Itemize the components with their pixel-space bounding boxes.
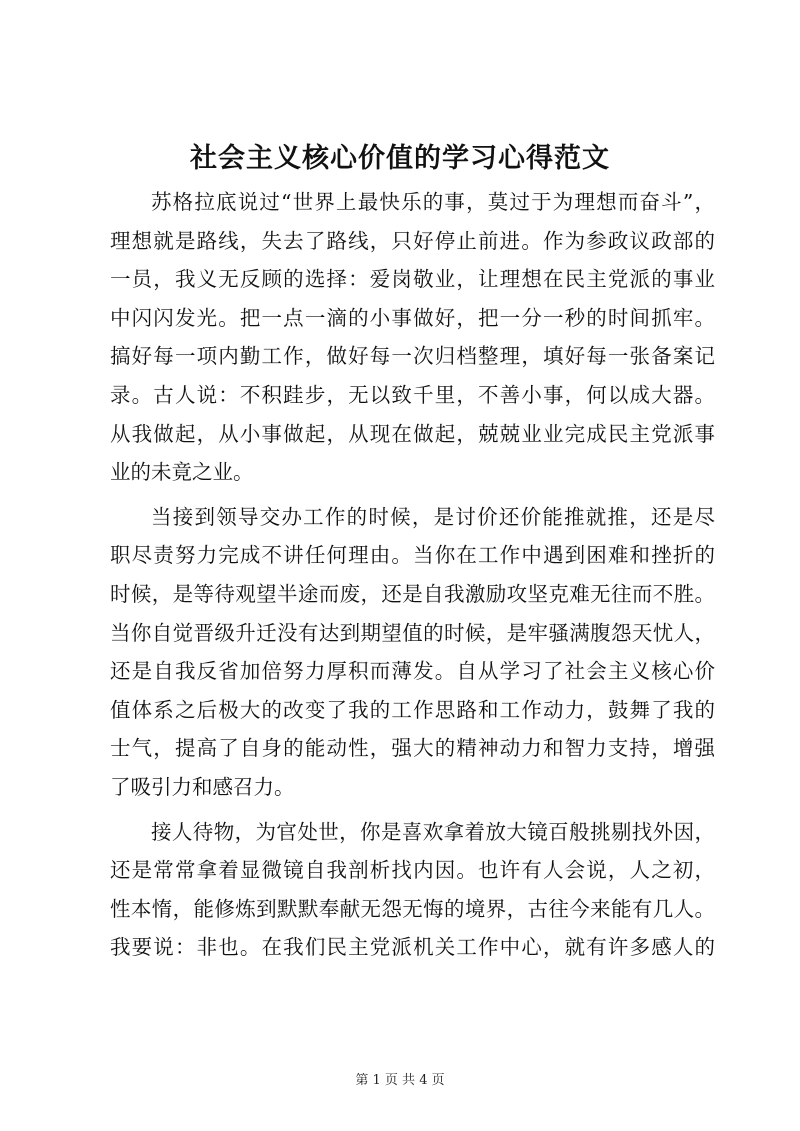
paragraph-line: 从我做起，从小事做起，从现在做起，兢兢业业完成民主党派事 (110, 421, 715, 446)
paragraph-line: 一员，我义无反顾的选择：爱岗敬业，让理想在民主党派的事业 (110, 267, 715, 292)
paragraph-line: 时候，是等待观望半途而废，还是自我激励攻坚克难无往而不胜。 (110, 581, 715, 606)
paragraph-line: 我要说：非也。在我们民主党派机关工作中心，就有许多感人的 (110, 935, 715, 960)
paragraph-line: 当接到领导交办工作的时候，是讨价还价能推就推，还是尽 (151, 504, 715, 529)
paragraph-line: 值体系之后极大的改变了我的工作思路和工作动力，鼓舞了我的 (110, 697, 715, 722)
paragraph-line: 还是自我反省加倍努力厚积而薄发。自从学习了社会主义核心价 (110, 659, 715, 684)
paragraph-line: 性本惰，能修炼到默默奉献无怨无悔的境界，古往今来能有几人。 (110, 896, 715, 921)
paragraph-line: 还是常常拿着显微镜自我剖析找内因。也许有人会说，人之初， (110, 858, 715, 883)
document-title: 社会主义核心价值的学习心得范文 (190, 143, 610, 174)
paragraph-line: 业的未竟之业。 (110, 460, 254, 485)
paragraph-line: 职尽责努力完成不讲任何理由。当你在工作中遇到困难和挫折的 (110, 543, 715, 568)
paragraph-line: 了吸引力和感召力。 (110, 774, 295, 799)
paragraph-line: 搞好每一项内勤工作，做好每一次归档整理，填好每一张备案记 (110, 344, 715, 369)
document-body (110, 183, 715, 967)
paragraph-line: 接人待物，为官处世，你是喜欢拿着放大镜百般挑剔找外因， (151, 819, 715, 844)
paragraph-line: 中闪闪发光。把一点一滴的小事做好，把一分一秒的时间抓牢。 (110, 305, 715, 330)
paragraph-line: 苏格拉底说过“世界上最快乐的事，莫过于为理想而奋斗”， (151, 190, 715, 214)
paragraph-line: 当你自觉晋级升迁没有达到期望值的时候，是牢骚满腹怨天忧人， (110, 620, 715, 645)
paragraph-line: 录。古人说：不积跬步，无以致千里，不善小事，何以成大器。 (110, 382, 715, 407)
paragraph-2 (110, 498, 715, 807)
page-footer: 第 1 页 共 4 页 (355, 1073, 445, 1088)
paragraph-1 (110, 183, 715, 492)
paragraph-line: 理想就是路线，失去了路线，只好停止前进。作为参政议政部的 (110, 228, 715, 253)
paragraph-line: 士气，提高了自身的能动性，强大的精神动力和智力支持，增强 (110, 736, 715, 761)
paragraph-3 (110, 813, 715, 967)
